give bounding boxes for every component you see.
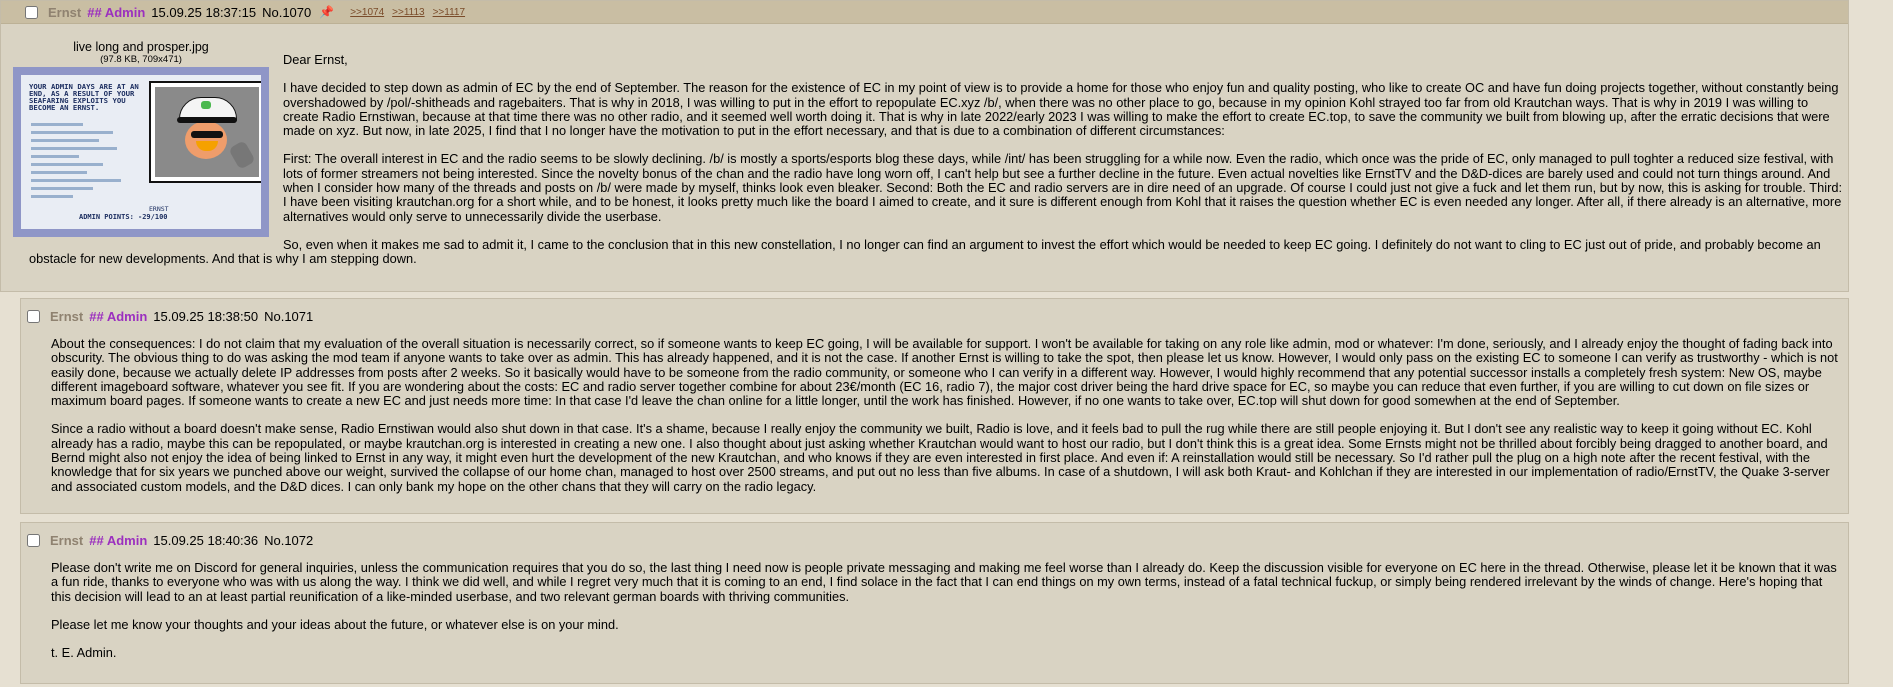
- post-paragraph: t. E. Admin.: [51, 645, 117, 661]
- post-header: [1, 1, 1848, 24]
- post-paragraph: Please let me know your thoughts and your ideas about the future, or whatever else is on your mind.: [51, 616, 619, 632]
- post-datetime: 15.09.25 18:40:36: [153, 533, 259, 548]
- poster-name: Ernst: [50, 309, 84, 324]
- post-paragraph: First: The overall interest in EC and the radio seems to be slowly declining. /b/ is mostly a sports/esports blog these days, while /int/ has been struggling for a while now. Even the radio, which once was the pride of EC, only managed to pull toghter a reduced size festival, with lots of former streamers not being interested. Since the novelty bonus of the chan and the radio have long worn off, I can't help but see a further decline in the future. Even actual novelties like ErnstTV and the D&D-dices are barely used and could not turn things around. And when I consider how many of the threads and posts on /b/ were made by myself, thinks look even bleaker. Second: Both the EC and radio servers are in dire need of an upgrade. Of course I could just not give a fuck and let them run, but by now, this is asking for trouble. Third: I have been visiting krautchan.org for a short while, and to be honest, it looks pretty much like the board I aimed to create, and it sure is different enough from Kohl that it raises the question whether EC is even needed any longer. After all, if there already is an alternative, more alternatives would only serve to unnecessarily divide the userbase.: [283, 151, 1843, 224]
- post-paragraph: About the consequences: I do not claim that my evaluation of the overall situation is necessarily correct, so if someone wants to keep EC going, I will be available for support. I won't be available for taking on any role like admin, mod or whatever: I'm done, seriously, and I already enjoy the thought of fading back into obscurity. The obvious thing to do was asking the mod team if anyone wants to take over as admin. This has already happened, and it is not the case. If another Ernst is willing to take the spot, then please let us know. However, I would only pass on the existing EC to someone I can verify as trustworthy - which is not easily done, because we actually delete IP addresses from posts after 2 weeks. So it basically would have to be someone from the radio community, or someone who I can verify in a different way. However, I would highly recommend that any potential successor installs a completely fresh system: New OS, maybe different imageboard software, whatever you see fit. If you are wondering about the costs: EC and radio server together combine for about 23€/month (EC 16, radio 7), the major cost driver being the hard drive space for EC, so maybe you can reduce that even further, if you are willing to cut down on file sizes or maximum board pages. If someone wants to create a new EC and just needs more time: In that case I'd leave the chan online for a little longer, until the work has finished. However, if no one wants to take over, EC.top will shut down for good somewhen at the end of September.: [51, 336, 1838, 409]
- post-message: [51, 337, 1841, 508]
- backlink-1117[interactable]: >>1117: [432, 6, 466, 18]
- post-datetime: 15.09.25 18:38:50: [153, 309, 259, 324]
- post-paragraph: Since a radio without a board doesn't make sense, Radio Ernstiwan would also shut down in that case. It's a shame, because I really enjoy the community we built, Radio is love, and it feels bad to pull the rug while there are still people enjoying it. But I don't see any realistic way to keep it going without EC. Kohl already has a radio, maybe this can be repopulated, or maybe krautchan.org is interested in creating a new one. I also thought about just asking whether Krautchan would want to host our radio, but I don't think this is a great idea. Some Ernsts might not be thrilled about forcibly being dragged to another board, and Bernd might also not enjoy the idea of being linked to Ernst in any way, it might even hurt the development of the new Krautchan, and who knows if they are even interested in first place. And even if: A reinstallation would still be necessary. So I'd rather pull the plug on a high note after the recent festival, with the knowledge that for six years we punched above our weight, survived the collapse of our home chan, managed to host over 2500 streams, and put out no less than five albums. In case of a shutdown, I will ask both Kraut- and Kohlchan if they are interested in our implementation of radio/ErnstTV, the Quake 3-server and associated custom models, and the D&D dices. I can only bank my hope on the other chans that they will carry on the radio legacy.: [51, 421, 1830, 494]
- poster-trip: ## Admin: [87, 4, 146, 20]
- post-select-checkbox[interactable]: [27, 310, 40, 323]
- poster-trip: ## Admin: [89, 533, 148, 548]
- post-datetime: 15.09.25 18:37:15: [151, 4, 257, 20]
- post-number[interactable]: No.1071: [264, 309, 314, 324]
- backlink-1113[interactable]: >>1113: [392, 6, 425, 18]
- post-number[interactable]: No.1070: [262, 4, 312, 20]
- backlink-1074[interactable]: >>1074: [350, 6, 385, 18]
- thumbnail-caption: YOUR ADMIN DAYS ARE AT AN END, AS A RESULT OF YOUR SEAFARING EXPLOITS YOU BECOME AN ERNST.: [29, 82, 139, 112]
- backlinks: [350, 7, 465, 18]
- post-1071: [20, 298, 1849, 514]
- post-paragraph: I have decided to step down as admin of EC by the end of September. The reason for the existence of EC in my point of view is to provide a home for those who enjoy fun and quality posting, who like to create OC and have fun doing projects together, without constantly being overshadowed by /pol/-shitheads and ragebaiters. That is why in 2018, I was willing to put in the effort to repopulate EC.xyz /b/, when there was no other place to go, because in my opinion Kohl strayed too far from old Krautchan ways. That is why in 2019 I was willing to create Radio Ernstiwan, because at that time there was no other radio, and it seemed well worth doing it. That is why in late 2022/early 2023 I was willing to make the effort to create EC.top, to save the community we built from blowing up, after the erratic decisions that were made on xyz. But now, in late 2025, I find that I no longer have the motivation to put in the effort necessary, and that is due to a combination of different circumstances:: [283, 80, 1839, 139]
- pin-icon: 📌: [319, 5, 335, 19]
- post-header: [27, 533, 313, 548]
- post-number[interactable]: No.1072: [264, 533, 314, 548]
- thumbnail-footer: ADMIN POINTS: -29/100: [79, 213, 168, 221]
- post-message: [29, 53, 1844, 281]
- post-message: [51, 561, 1841, 674]
- thumbnail-ernst-label: ERNST: [149, 205, 169, 213]
- post-select-checkbox[interactable]: [27, 534, 40, 547]
- poster-trip: ## Admin: [89, 309, 148, 324]
- poster-name: Ernst: [48, 4, 82, 20]
- post-paragraph: Dear Ernst,: [283, 52, 348, 67]
- post-1070: [0, 0, 1849, 292]
- post-header: [27, 309, 313, 324]
- file-name-link[interactable]: live long and prosper.jpg: [73, 40, 209, 54]
- post-paragraph: Please don't write me on Discord for general inquiries, unless the communication requires that you do so, the last thing I need now is people private messaging and making me feel worse than I already do. Keep the discussion visible for everyone on EC here in the thread. Otherwise, please let it be known that it was a fun ride, thanks to everyone who was with us along the way. I think we did well, and while I regret very much that it is coming to an end, I find solace in the fact that I can end things on my own terms, instead of a fatal technical fuckup, or simply being rendered irrelevant by the winds of change. Here's hoping that this decision will lead to an at least partial reunification of a like-minded userbase, and two relevant german boards with thriving communities.: [51, 560, 1837, 604]
- file-info: (97.8 KB, 709x471): [100, 54, 182, 65]
- post-select-checkbox[interactable]: [25, 6, 38, 19]
- post-1072: [20, 522, 1849, 684]
- post-paragraph: So, even when it makes me sad to admit it, I came to the conclusion that in this new constellation, I no longer can find an argument to invest the effort which would be needed to keep EC going. I definitely do not want to cling to EC just out of pride, and probably become an obstacle for new developments. And that is why I am stepping down.: [29, 236, 1821, 267]
- poster-name: Ernst: [50, 533, 84, 548]
